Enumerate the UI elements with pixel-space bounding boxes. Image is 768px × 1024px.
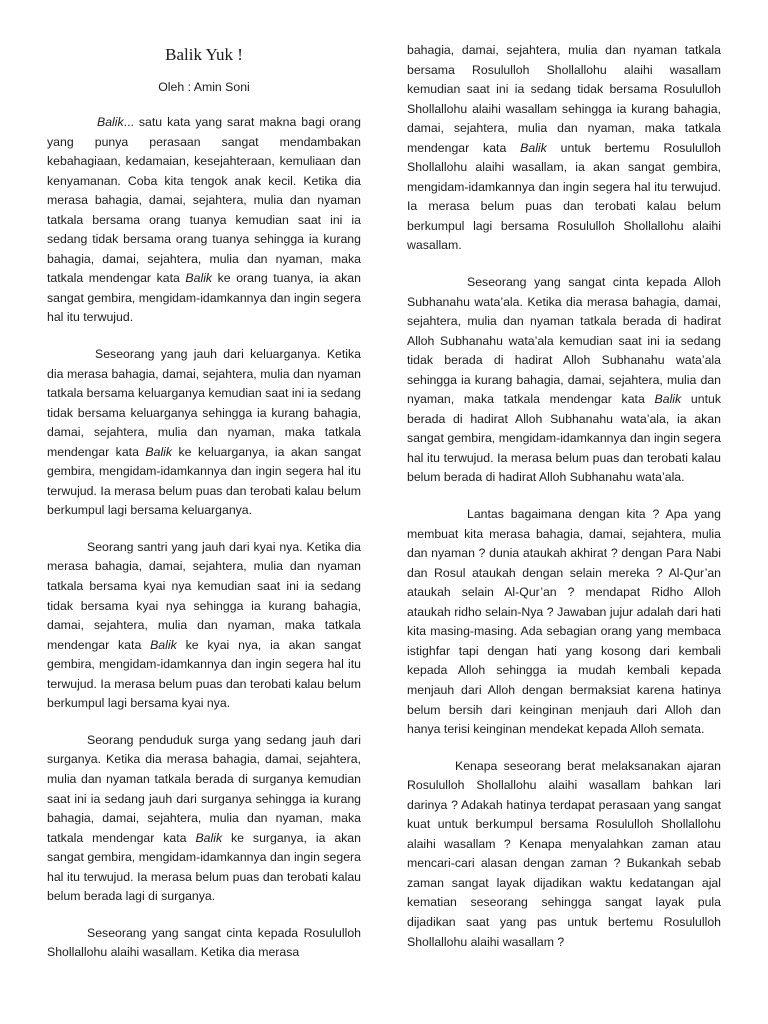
right-column [407, 41, 721, 969]
text-run: untuk berada di hadirat Alloh Subhanahu wata’ala, ia akan sangat gembira, mengidam-idamkannya dan ingin segera hal itu terwujud. Ia merasa belum puas dan terobati kalau belum berada di hadirat Alloh Subhanahu wata’ala. [407, 392, 721, 485]
article-title: Balik Yuk ! [165, 45, 243, 64]
italic-term: Balik [654, 392, 682, 407]
text-run: ke surganya, ia akan sangat gembira, mengidam-idamkannya dan ingin segera hal itu terwujud. Ia merasa belum puas dan terobati kalau belum berada lagi di surganya. [47, 830, 361, 904]
text-run: Seseorang yang sangat cinta kepada Alloh Subhanahu wata’ala. Ketika dia merasa bahagia, damai, sejahtera, mulia dan nyaman tatkala berada di hadirat Alloh Subhanahu wata’ala kemudian saat ini ia sedang tidak berada di hadirat Alloh Subhanahu wata’ala sehingga ia kurang bahagia, damai, sejahtera, mulia dan nyaman, maka tatkala mendengar kata [407, 275, 721, 407]
text-run: Kenapa seseorang berat melaksanakan ajaran Rosululloh Shollallohu alaihi wasallam bahkan lari darinya ? Adakah hatinya terdapat perasaan yang sangat kuat untuk berkumpul bersama Rosululloh Shollallohu alaihi wasallam ? Kenapa menyalahkan zaman atau mencari-cari alasan dengan zaman ? Bukankah sebab zaman sangat layak dijadikan waktu kedatangan ajal kematian seseorang sehingga sangat layak pula dijadikan saat yang pas untuk bertemu Rosululloh Shollallohu alaihi wasallam ? [407, 758, 721, 949]
paragraph [47, 924, 361, 963]
text-run: ... satu kata yang sarat makna bagi orang yang punya perasaan sangat mendambakan kebahagiaan, kedamaian, kesejahteraan, kemuliaan dan kenyamanan. Coba kita tengok anak kecil. Ketika dia merasa bahagia, damai, sejahtera, mulia dan nyaman tatkala bersama orang tuanya kemudian saat ini ia sedang tidak bersama orang tuanya sehingga ia kurang bahagia, damai, sejahtera, mulia dan nyaman, maka tatkala mendengar kata [47, 115, 361, 286]
paragraph [407, 41, 721, 256]
text-run: untuk bertemu Rosululloh Shollallohu alaihi wasallam, ia akan sangat gembira, mengidam-idamkannya dan ingin segera hal itu terwujud. Ia merasa belum puas dan terobati kalau belum berkumpul lagi bersama Rosululloh Shollallohu alaihi wasallam. [407, 140, 721, 253]
paragraph [47, 345, 361, 521]
text-run: Seorang santri yang jauh dari kyai nya. Ketika dia merasa bahagia, damai, sejahtera, mulia dan nyaman tatkala bersama kyai nya kemudian saat ini ia sedang tidak bersama kyai nya sehingga ia kurang bahagia, damai, sejahtera, mulia dan nyaman, maka tatkala mendengar kata [47, 539, 361, 652]
paragraph [47, 538, 361, 714]
text-run: Lantas bagaimana dengan kita ? Apa yang membuat kita merasa bahagia, damai, sejahtera, mulia dan nyaman ? dunia ataukah akhirat ? dengan Para Nabi dan Rosul ataukah dengan selain mereka ? Al-Qur’an ataukah selain Al-Qur’an ? mendapat Ridho Alloh ataukah ridho selain-Nya ? Jawaban jujur adalah dari hati kita masing-masing. Ada sebagian orang yang membaca istighfar tapi dengan hati yang kosong dari kembali kepada Alloh sehingga ia mudah kembali kepada menjauh dari Alloh dengan bermaksiat karena hatinya belum bersih dari keinginan menjauh dari Alloh dan hanya terisi keinginan mendekat kepada Alloh semata. [407, 507, 721, 737]
paragraph [407, 273, 721, 488]
italic-term: Balik [145, 444, 173, 459]
italic-term: Balik [97, 115, 124, 129]
text-run: ke kyai nya, ia akan sangat gembira, mengidam-idamkannya dan ingin segera hal itu terwujud. Ia merasa belum puas dan terobati kalau belum berkumpul lagi bersama kyai nya. [47, 637, 361, 711]
text-run: Seseorang yang jauh dari keluarganya. Ketika dia merasa bahagia, damai, sejahtera, mulia dan nyaman tatkala bersama keluarganya kemudian saat ini ia sedang tidak bersama keluarganya sehingga ia kurang bahagia, damai, sejahtera, mulia dan nyaman, maka tatkala mendengar kata [47, 347, 361, 459]
text-run: ke orang tuanya, ia akan sangat gembira, mengidam-idamkannya dan ingin segera hal itu terwujud. [47, 271, 361, 325]
paragraph [407, 757, 721, 952]
text-run: Seorang penduduk surga yang sedang jauh dari surganya. Ketika dia merasa bahagia, damai, sejahtera, mulia dan nyaman tatkala berada di surganya kemudian saat ini ia sedang jauh dari surganya sehingga ia kurang bahagia, damai, sejahtera, mulia dan nyaman, maka tatkala mendengar kata [47, 732, 361, 845]
italic-term: Balik [185, 271, 213, 286]
paragraph [407, 505, 721, 740]
text-run: bahagia, damai, sejahtera, mulia dan nyaman tatkala bersama Rosululloh Shollallohu alaihi wasallam kemudian saat ini ia sedang tidak bersama Rosululloh Shollallohu alaihi wasallam sehingga ia kurang bahagia, damai, sejahtera, mulia dan nyaman, maka tatkala mendengar kata [407, 43, 721, 155]
article-author: Oleh : Amin Soni [158, 80, 250, 94]
text-run: Seseorang yang sangat cinta kepada Rosululloh Shollallohu alaihi wasallam. Ketika dia merasa [47, 925, 361, 960]
italic-term: Balik [150, 637, 177, 652]
paragraph [47, 113, 361, 328]
italic-term: Balik [195, 830, 223, 845]
italic-term: Balik [520, 140, 547, 155]
paragraph [47, 731, 361, 907]
left-column [47, 113, 361, 980]
text-run: ke keluarganya, ia akan sangat gembira, mengidam-idamkannya dan ingin segera hal itu terwujud. Ia merasa belum puas dan terobati kalau belum berkumpul lagi bersama keluarganya. [47, 444, 361, 518]
